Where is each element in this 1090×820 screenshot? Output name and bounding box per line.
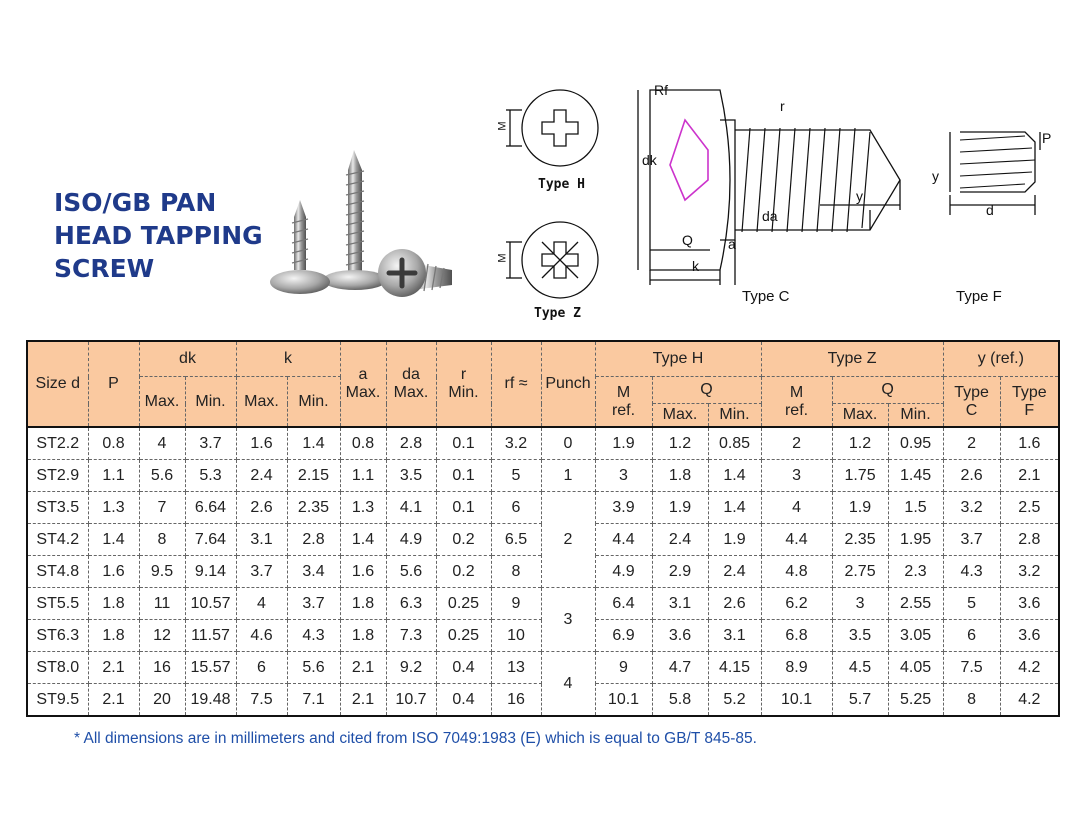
cell-y-c: 2.6 [943, 460, 1000, 492]
cell-r: 0.4 [436, 652, 491, 684]
cell-z-qmin: 3.05 [888, 620, 943, 652]
cell-dk-max: 5.6 [139, 460, 185, 492]
label-p: P [1042, 130, 1052, 146]
cell-z-qmax: 5.7 [832, 684, 888, 717]
cell-z-qmax: 2.35 [832, 524, 888, 556]
cell-h-qmin: 0.85 [708, 427, 761, 460]
cell-h-qmax: 3.6 [652, 620, 708, 652]
cell-z-m: 2 [761, 427, 832, 460]
cell-rf: 8 [491, 556, 541, 588]
cell-z-m: 8.9 [761, 652, 832, 684]
cell-size: ST9.5 [27, 684, 88, 717]
cell-p: 1.8 [88, 620, 139, 652]
cell-y-f: 4.2 [1000, 684, 1059, 717]
cell-h-m: 10.1 [595, 684, 652, 717]
cell-dk-min: 15.57 [185, 652, 236, 684]
cell-z-qmax: 1.75 [832, 460, 888, 492]
cell-z-qmin: 1.45 [888, 460, 943, 492]
cell-p: 0.8 [88, 427, 139, 460]
header-z-q: Q [832, 377, 943, 404]
cell-k-min: 2.35 [287, 492, 340, 524]
cell-k-max: 1.6 [236, 427, 287, 460]
label-type-z: Type Z [534, 306, 581, 321]
cell-h-qmin: 1.4 [708, 492, 761, 524]
cell-dk-max: 9.5 [139, 556, 185, 588]
cell-y-f: 2.1 [1000, 460, 1059, 492]
cell-z-m: 10.1 [761, 684, 832, 717]
cell-h-m: 9 [595, 652, 652, 684]
label-y-c: y [856, 188, 863, 204]
cell-dk-min: 6.64 [185, 492, 236, 524]
cell-rf: 9 [491, 588, 541, 620]
screw-photo [262, 145, 462, 305]
label-m-h: M [496, 121, 509, 131]
cell-r: 0.25 [436, 588, 491, 620]
cell-h-m: 6.9 [595, 620, 652, 652]
header-y-type-f: Type F [1000, 377, 1059, 428]
header-z-m-ref: M ref. [761, 377, 832, 428]
header-k-min: Min. [287, 377, 340, 428]
header-p: P [88, 341, 139, 427]
cell-y-f: 3.6 [1000, 620, 1059, 652]
header-k-max: Max. [236, 377, 287, 428]
table-row [27, 460, 1059, 492]
header-dk-max: Max. [139, 377, 185, 428]
cell-dk-max: 8 [139, 524, 185, 556]
cell-y-f: 2.5 [1000, 492, 1059, 524]
cell-da: 10.7 [386, 684, 436, 717]
cell-h-qmin: 1.4 [708, 460, 761, 492]
cell-h-m: 1.9 [595, 427, 652, 460]
cell-k-min: 4.3 [287, 620, 340, 652]
cell-k-max: 4.6 [236, 620, 287, 652]
cell-z-m: 4.4 [761, 524, 832, 556]
cell-h-qmin: 4.15 [708, 652, 761, 684]
header-r: r Min. [436, 341, 491, 427]
header-h-m-ref: M ref. [595, 377, 652, 428]
cell-p: 2.1 [88, 652, 139, 684]
cell-punch: 3 [541, 588, 595, 652]
cell-r: 0.4 [436, 684, 491, 717]
cell-dk-max: 20 [139, 684, 185, 717]
cell-rf: 6 [491, 492, 541, 524]
label-r: r [780, 98, 785, 114]
cell-dk-min: 10.57 [185, 588, 236, 620]
cell-size: ST2.9 [27, 460, 88, 492]
cell-da: 2.8 [386, 427, 436, 460]
cell-z-qmin: 2.55 [888, 588, 943, 620]
cell-z-m: 6.8 [761, 620, 832, 652]
cell-k-min: 1.4 [287, 427, 340, 460]
cell-p: 1.3 [88, 492, 139, 524]
cell-z-m: 3 [761, 460, 832, 492]
cell-punch: 4 [541, 652, 595, 717]
header-a: a Max. [340, 341, 386, 427]
cell-size: ST4.8 [27, 556, 88, 588]
cell-da: 4.9 [386, 524, 436, 556]
cell-h-qmin: 1.9 [708, 524, 761, 556]
cell-dk-max: 16 [139, 652, 185, 684]
header-y-ref: y (ref.) [943, 341, 1059, 377]
cell-p: 1.8 [88, 588, 139, 620]
cell-k-max: 4 [236, 588, 287, 620]
cell-size: ST6.3 [27, 620, 88, 652]
cell-y-f: 3.2 [1000, 556, 1059, 588]
cell-p: 2.1 [88, 684, 139, 717]
label-q: Q [682, 232, 693, 248]
cell-dk-max: 12 [139, 620, 185, 652]
cell-y-c: 3.2 [943, 492, 1000, 524]
cell-rf: 10 [491, 620, 541, 652]
cell-y-f: 4.2 [1000, 652, 1059, 684]
cell-z-qmin: 1.95 [888, 524, 943, 556]
label-da: da [762, 208, 778, 224]
cell-y-c: 2 [943, 427, 1000, 460]
cell-da: 5.6 [386, 556, 436, 588]
title-line-1: ISO/GB PAN [54, 188, 217, 217]
cell-z-m: 4.8 [761, 556, 832, 588]
label-y-f: y [932, 168, 939, 184]
cell-size: ST8.0 [27, 652, 88, 684]
cell-dk-min: 7.64 [185, 524, 236, 556]
cell-y-c: 4.3 [943, 556, 1000, 588]
cell-a: 1.8 [340, 588, 386, 620]
label-m-z: M [496, 253, 509, 263]
cell-k-max: 3.7 [236, 556, 287, 588]
label-type-f: Type F [956, 288, 1002, 305]
cell-a: 0.8 [340, 427, 386, 460]
label-k: k [692, 258, 699, 274]
title-line-2: HEAD TAPPING [54, 221, 263, 250]
cell-da: 9.2 [386, 652, 436, 684]
cell-h-qmax: 1.9 [652, 492, 708, 524]
cell-k-max: 2.6 [236, 492, 287, 524]
cell-punch: 1 [541, 460, 595, 492]
header-da: da Max. [386, 341, 436, 427]
cell-y-c: 8 [943, 684, 1000, 717]
cell-k-max: 2.4 [236, 460, 287, 492]
table-row [27, 588, 1059, 620]
header-z-q-max: Max. [832, 404, 888, 428]
cell-k-max: 3.1 [236, 524, 287, 556]
cell-dk-min: 9.14 [185, 556, 236, 588]
cell-da: 6.3 [386, 588, 436, 620]
cell-r: 0.25 [436, 620, 491, 652]
cell-k-min: 2.8 [287, 524, 340, 556]
header-h-q-min: Min. [708, 404, 761, 428]
cell-dk-max: 7 [139, 492, 185, 524]
page-title [54, 186, 284, 285]
cell-rf: 3.2 [491, 427, 541, 460]
cell-z-qmin: 2.3 [888, 556, 943, 588]
cell-h-qmax: 2.9 [652, 556, 708, 588]
cell-y-f: 1.6 [1000, 427, 1059, 460]
label-dk: dk [642, 152, 657, 168]
cell-dk-min: 3.7 [185, 427, 236, 460]
cell-p: 1.6 [88, 556, 139, 588]
cell-h-qmax: 1.8 [652, 460, 708, 492]
cell-p: 1.1 [88, 460, 139, 492]
cell-k-min: 3.4 [287, 556, 340, 588]
table-row [27, 427, 1059, 460]
cell-p: 1.4 [88, 524, 139, 556]
header-dk: dk [139, 341, 236, 377]
cell-rf: 16 [491, 684, 541, 717]
cell-y-c: 7.5 [943, 652, 1000, 684]
title-line-3: SCREW [54, 254, 155, 283]
header-h-q-max: Max. [652, 404, 708, 428]
cell-h-qmax: 4.7 [652, 652, 708, 684]
cell-y-c: 5 [943, 588, 1000, 620]
cell-h-qmax: 5.8 [652, 684, 708, 717]
cell-dk-min: 11.57 [185, 620, 236, 652]
header-h-q: Q [652, 377, 761, 404]
cell-z-qmax: 1.2 [832, 427, 888, 460]
cell-size: ST2.2 [27, 427, 88, 460]
technical-drawing [480, 70, 1080, 330]
cell-r: 0.2 [436, 556, 491, 588]
table-row [27, 492, 1059, 524]
cell-z-qmax: 1.9 [832, 492, 888, 524]
cell-h-m: 4.4 [595, 524, 652, 556]
dimension-table [26, 340, 1060, 717]
footnote: * All dimensions are in millimeters and cited from ISO 7049:1983 (E) which is equal to GB/T 845-85. [74, 730, 757, 747]
cell-k-max: 7.5 [236, 684, 287, 717]
cell-h-qmax: 3.1 [652, 588, 708, 620]
header-type-h: Type H [595, 341, 761, 377]
cell-z-qmin: 0.95 [888, 427, 943, 460]
cell-a: 2.1 [340, 652, 386, 684]
cell-dk-max: 4 [139, 427, 185, 460]
cell-size: ST4.2 [27, 524, 88, 556]
label-rf: Rf [654, 82, 668, 98]
cell-z-qmin: 4.05 [888, 652, 943, 684]
cell-h-m: 4.9 [595, 556, 652, 588]
header-z-q-min: Min. [888, 404, 943, 428]
cell-dk-min: 5.3 [185, 460, 236, 492]
cell-z-m: 6.2 [761, 588, 832, 620]
cell-k-min: 2.15 [287, 460, 340, 492]
cell-z-qmax: 3 [832, 588, 888, 620]
cell-dk-max: 11 [139, 588, 185, 620]
cell-z-qmin: 1.5 [888, 492, 943, 524]
cell-k-min: 7.1 [287, 684, 340, 717]
cell-z-qmax: 4.5 [832, 652, 888, 684]
cell-r: 0.1 [436, 460, 491, 492]
label-type-h: Type H [538, 177, 585, 192]
cell-r: 0.1 [436, 427, 491, 460]
cell-a: 1.8 [340, 620, 386, 652]
cell-h-qmax: 2.4 [652, 524, 708, 556]
cell-rf: 13 [491, 652, 541, 684]
header-size-d: Size d [27, 341, 88, 427]
table-body [27, 427, 1059, 716]
table-row [27, 652, 1059, 684]
cell-a: 1.6 [340, 556, 386, 588]
cell-k-min: 3.7 [287, 588, 340, 620]
cell-da: 4.1 [386, 492, 436, 524]
cell-y-f: 3.6 [1000, 588, 1059, 620]
cell-a: 1.3 [340, 492, 386, 524]
cell-k-max: 6 [236, 652, 287, 684]
cell-h-m: 3 [595, 460, 652, 492]
cell-r: 0.2 [436, 524, 491, 556]
cell-z-qmax: 2.75 [832, 556, 888, 588]
cell-h-qmin: 3.1 [708, 620, 761, 652]
cell-h-qmin: 5.2 [708, 684, 761, 717]
cell-da: 3.5 [386, 460, 436, 492]
cell-size: ST3.5 [27, 492, 88, 524]
label-d: d [986, 202, 994, 218]
cell-r: 0.1 [436, 492, 491, 524]
cell-a: 2.1 [340, 684, 386, 717]
cell-z-qmax: 3.5 [832, 620, 888, 652]
label-a: a [728, 236, 736, 252]
cell-a: 1.1 [340, 460, 386, 492]
cell-h-m: 6.4 [595, 588, 652, 620]
cell-punch: 2 [541, 492, 595, 588]
cell-dk-min: 19.48 [185, 684, 236, 717]
header-punch: Punch [541, 341, 595, 427]
cell-da: 7.3 [386, 620, 436, 652]
cell-k-min: 5.6 [287, 652, 340, 684]
cell-rf: 6.5 [491, 524, 541, 556]
header-dk-min: Min. [185, 377, 236, 428]
cell-z-qmin: 5.25 [888, 684, 943, 717]
cell-y-c: 3.7 [943, 524, 1000, 556]
label-type-c: Type C [742, 288, 790, 305]
header-rf: rf ≈ [491, 341, 541, 427]
cell-size: ST5.5 [27, 588, 88, 620]
cell-punch: 0 [541, 427, 595, 460]
header-k: k [236, 341, 340, 377]
cell-h-m: 3.9 [595, 492, 652, 524]
cell-h-qmin: 2.4 [708, 556, 761, 588]
cell-a: 1.4 [340, 524, 386, 556]
cell-rf: 5 [491, 460, 541, 492]
cell-z-m: 4 [761, 492, 832, 524]
header-y-type-c: Type C [943, 377, 1000, 428]
cell-y-f: 2.8 [1000, 524, 1059, 556]
header-type-z: Type Z [761, 341, 943, 377]
cell-h-qmin: 2.6 [708, 588, 761, 620]
cell-y-c: 6 [943, 620, 1000, 652]
cell-h-qmax: 1.2 [652, 427, 708, 460]
